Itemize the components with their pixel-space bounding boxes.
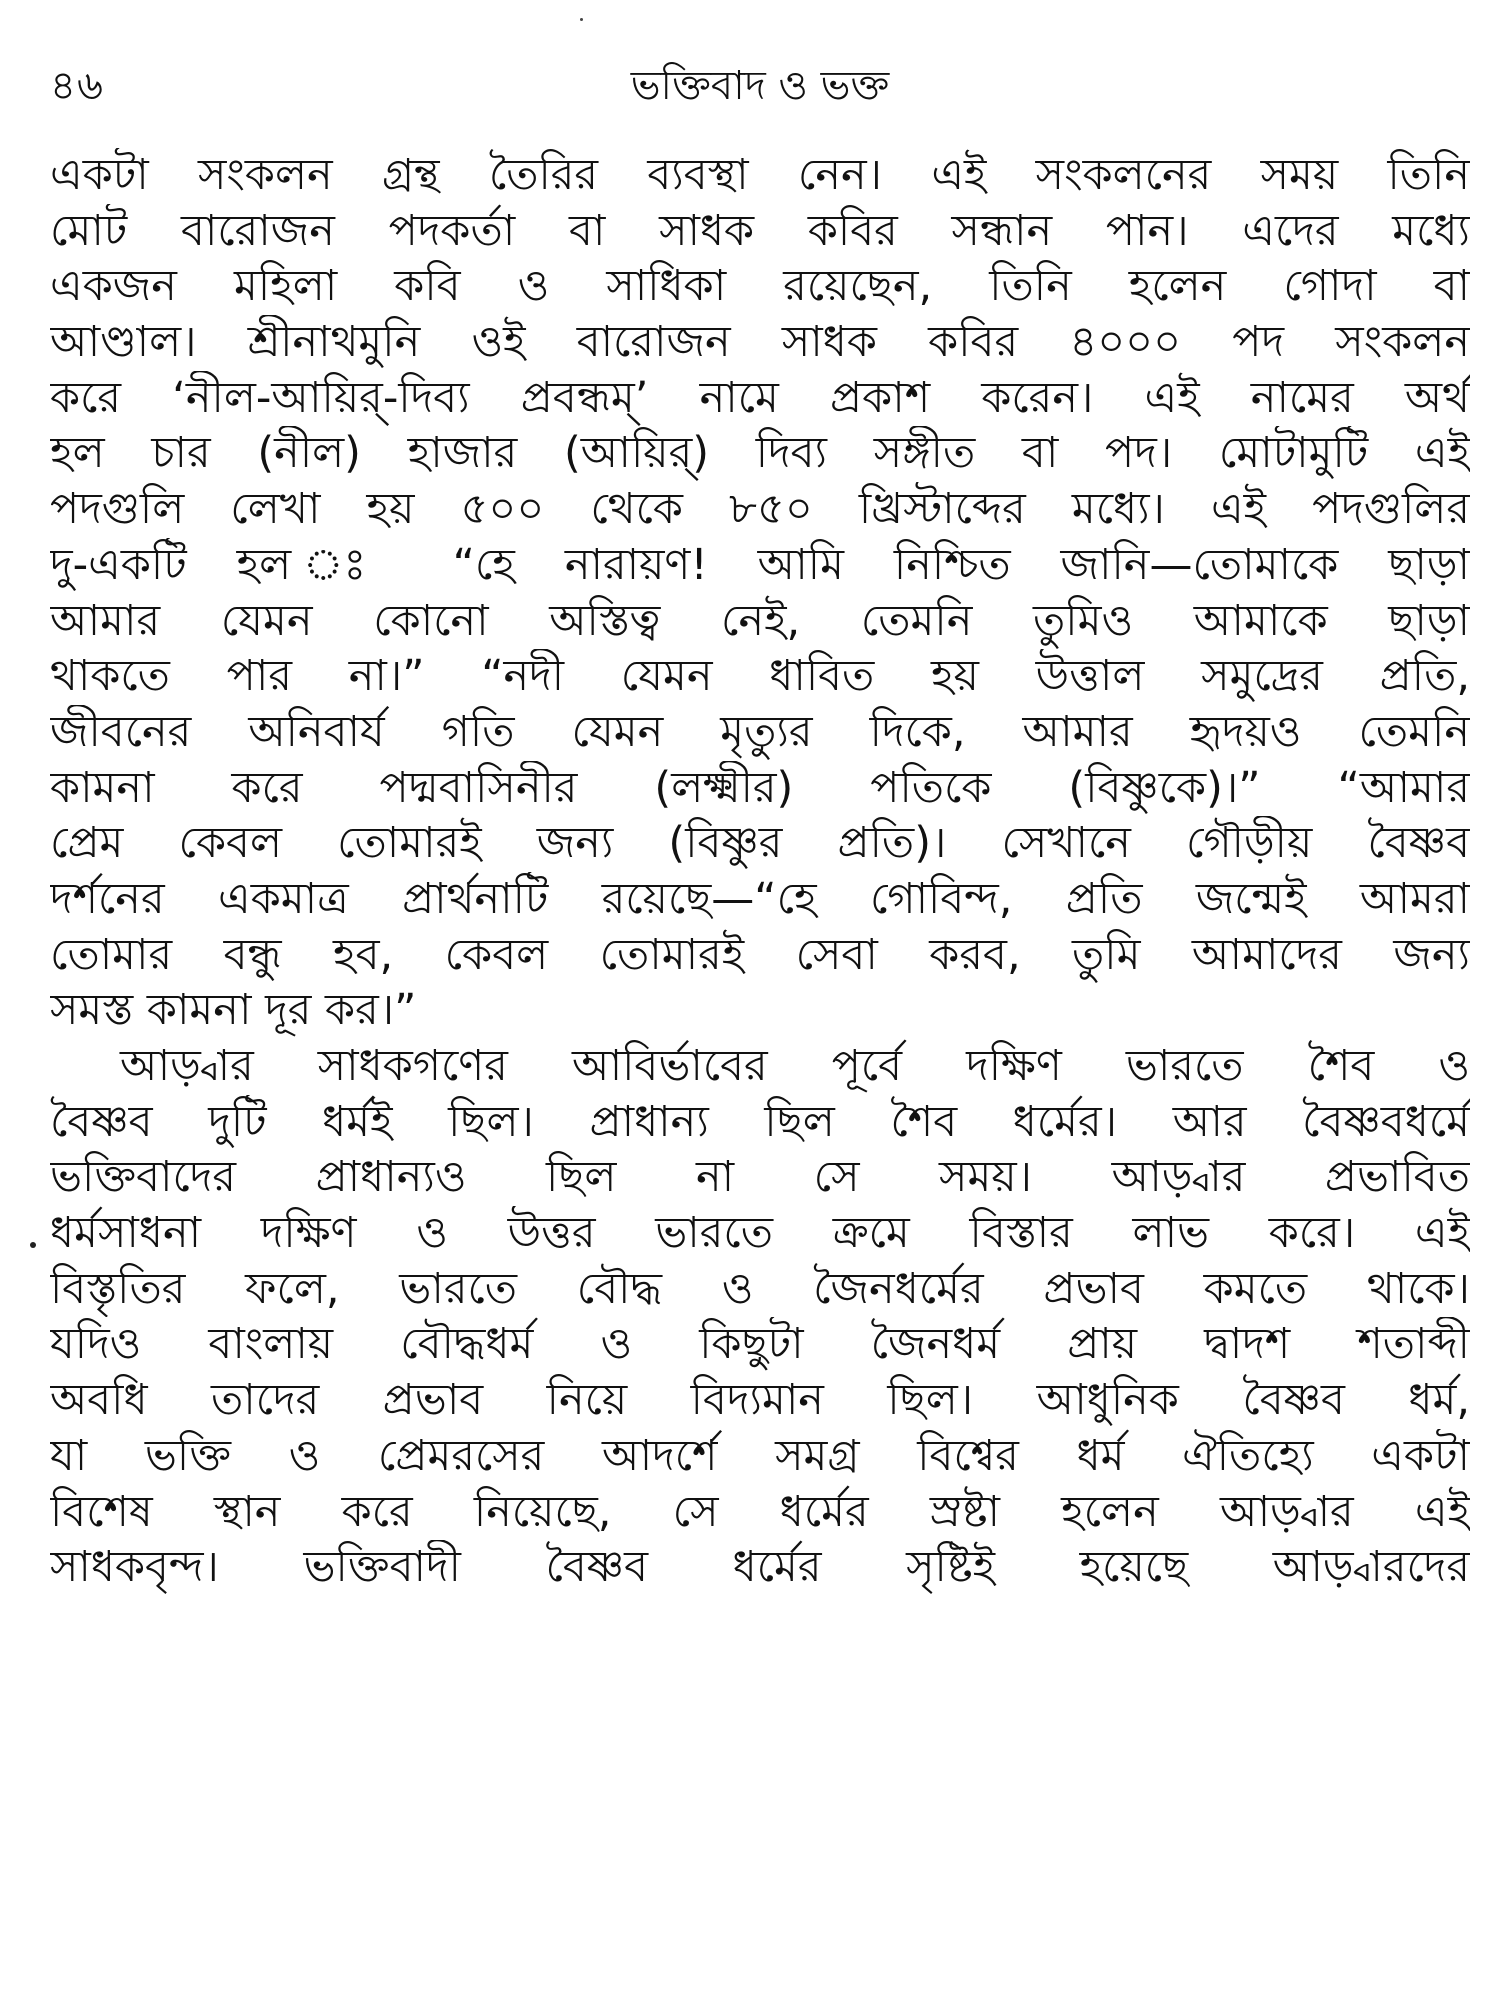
page-number: ৪৬ xyxy=(50,63,104,109)
text-line: প্রেম কেবল তোমারই জন্য (বিষ্ণুর প্রতি)। সেখানে গৌড়ীয় বৈষ্ণব xyxy=(50,818,1470,869)
text-line: বৈষ্ণব দুটি ধর্মই ছিল। প্রাধান্য ছিল শৈব ধর্মের। আর বৈষ্ণবধর্মে xyxy=(50,1096,1470,1147)
text-line: দর্শনের একমাত্র প্রার্থনাটি রয়েছে—“হে গোবিন্দ, প্রতি জন্মেই আমরা xyxy=(50,873,1470,924)
paragraph-start-line: আড়্বার সাধকগণের আবির্ভাবের পূর্বে দক্ষিণ ভারতে শৈব ও xyxy=(120,1041,1470,1091)
text-line: একজন মহিলা কবি ও সাধিকা রয়েছেন, তিনি হলেন গোদা বা xyxy=(50,261,1470,312)
text-line: কামনা করে পদ্মবাসিনীর (লক্ষ্মীর) পতিকে (বিষ্ণুকে)।” “আমার xyxy=(50,762,1470,813)
text-line: অবধি তাদের প্রভাব নিয়ে বিদ্যমান ছিল। আধুনিক বৈষ্ণব ধর্ম, xyxy=(50,1375,1470,1426)
paragraph-end-line: সমস্ত কামনা দূর কর।” xyxy=(50,985,417,1036)
body-text xyxy=(50,148,1470,1596)
text-line: হল চার (নীল) হাজার (আয়ির্) দিব্য সঙ্গীত বা পদ। মোটামুটি এই xyxy=(50,428,1470,479)
text-line: সাধকবৃন্দ। ভক্তিবাদী বৈষ্ণব ধর্মের সৃষ্টিই হয়েছে আড়্বারদের xyxy=(50,1542,1470,1593)
text-line: জীবনের অনিবার্য গতি যেমন মৃত্যুর দিকে, আমার হৃদয়ও তেমনি xyxy=(50,706,1470,757)
text-line: পদগুলি লেখা হয় ৫০০ থেকে ৮৫০ খ্রিস্টাব্দের মধ্যে। এই পদগুলির xyxy=(50,484,1470,535)
margin-dot xyxy=(30,1242,36,1248)
text-line: থাকতে পার না।” “নদী যেমন ধাবিত হয় উত্তাল সমুদ্রের প্রতি, xyxy=(50,651,1470,702)
text-line: ভক্তিবাদের প্রাধান্যও ছিল না সে সময়। আড়্বার প্রভাবিত xyxy=(50,1152,1470,1203)
text-line: বিশেষ স্থান করে নিয়েছে, সে ধর্মের স্রষ্টা হলেন আড়্বার এই xyxy=(50,1486,1470,1537)
page-header xyxy=(50,56,1470,116)
text-line: ধর্মসাধনা দক্ষিণ ও উত্তর ভারতে ক্রমে বিস্তার লাভ করে। এই xyxy=(50,1208,1470,1259)
text-line: যদিও বাংলায় বৌদ্ধধর্ম ও কিছুটা জৈনধর্ম প্রায় দ্বাদশ শতাব্দী xyxy=(50,1319,1470,1370)
text-line: মোট বারোজন পদকর্তা বা সাধক কবির সন্ধান পান। এদের মধ্যে xyxy=(50,205,1470,256)
text-line: যা ভক্তি ও প্রেমরসের আদর্শে সমগ্র বিশ্বের ধর্ম ঐতিহ্যে একটা xyxy=(50,1430,1470,1481)
text-line: বিস্তৃতির ফলে, ভারতে বৌদ্ধ ও জৈনধর্মের প্রভাব কমতে থাকে। xyxy=(50,1263,1470,1314)
text-line: আমার যেমন কোনো অস্তিত্ব নেই, তেমনি তুমিও আমাকে ছাড়া xyxy=(50,595,1470,646)
text-line: তোমার বন্ধু হব, কেবল তোমারই সেবা করব, তুমি আমাদের জন্য xyxy=(50,929,1470,980)
text-line: করে ‘নীল-আয়ির্-দিব্য প্রবন্ধম্’ নামে প্রকাশ করেন। এই নামের অর্থ xyxy=(50,372,1470,423)
text-line: দু-একটি হল ঃ “হে নারায়ণ! আমি নিশ্চিত জানি—তোমাকে ছাড়া xyxy=(50,539,1470,590)
running-title: ভক্তিবাদ ও ভক্ত xyxy=(630,63,890,109)
text-line: আণ্ডাল। শ্রীনাথমুনি ওই বারোজন সাধক কবির ৪০০০ পদ সংকলন xyxy=(50,317,1470,368)
print-speck xyxy=(580,18,583,21)
text-line: একটা সংকলন গ্রন্থ তৈরির ব্যবস্থা নেন। এই সংকলনের সময় তিনি xyxy=(50,150,1470,200)
